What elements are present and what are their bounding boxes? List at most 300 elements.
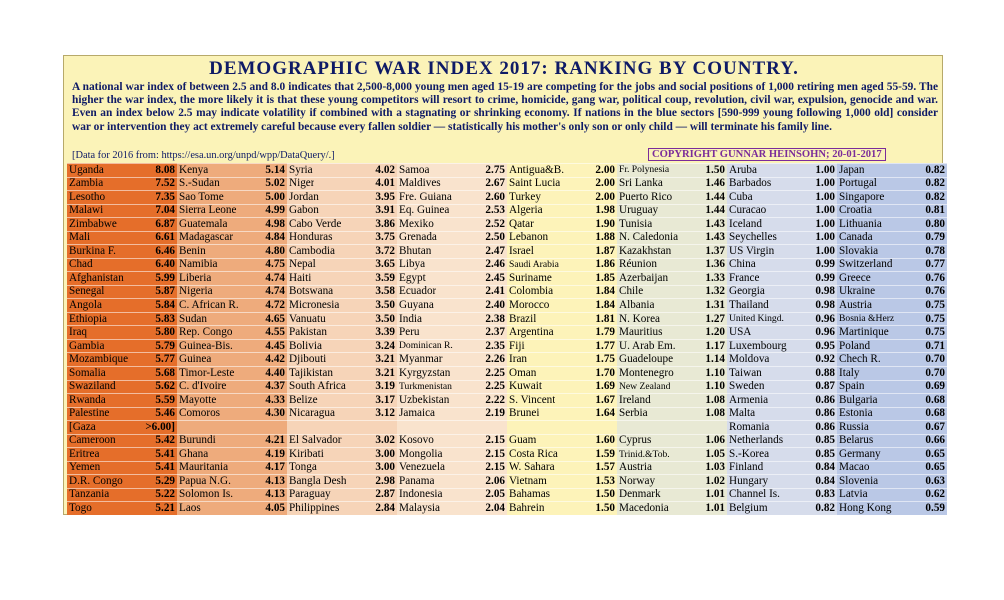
war-index-value: 3.75 xyxy=(375,231,395,244)
war-index-value: 1.10 xyxy=(705,366,725,379)
country-name: Greece xyxy=(839,272,871,284)
country-row xyxy=(177,204,287,218)
country-row xyxy=(67,434,177,448)
war-index-value: 4.13 xyxy=(265,474,285,487)
country-row xyxy=(177,325,287,339)
country-row xyxy=(287,325,397,339)
ranking-column-4 xyxy=(397,163,507,515)
country-row xyxy=(67,312,177,326)
war-index-value: 4.80 xyxy=(265,244,285,257)
country-name: El Salvador xyxy=(289,435,342,447)
war-index-value: 4.45 xyxy=(265,339,285,352)
country-name: Tonga xyxy=(289,462,317,474)
ranking-column-1 xyxy=(67,163,177,515)
country-row xyxy=(67,271,177,285)
country-name: C. d'Ivoire xyxy=(179,381,227,393)
war-index-value: 4.05 xyxy=(265,501,285,514)
war-index-value: 1.84 xyxy=(595,285,615,298)
country-row xyxy=(727,488,837,502)
country-name: Estonia xyxy=(839,408,873,420)
country-name: Somalia xyxy=(69,367,106,379)
country-name: USA xyxy=(729,327,752,339)
war-index-value: 1.44 xyxy=(705,190,725,203)
country-row xyxy=(727,285,837,299)
country-name: N. Caledonia xyxy=(619,232,679,244)
country-name: Zimbabwe xyxy=(69,218,117,230)
war-index-value: 0.69 xyxy=(925,380,945,393)
country-row xyxy=(397,298,507,312)
country-row xyxy=(67,474,177,488)
war-index-value: 1.32 xyxy=(705,285,725,298)
war-index-value: 2.84 xyxy=(375,501,395,514)
country-row xyxy=(837,380,947,394)
country-name: Macao xyxy=(839,462,870,474)
country-name: Spain xyxy=(839,381,865,393)
country-name: Paraguay xyxy=(289,489,331,501)
country-name: Singapore xyxy=(839,191,885,203)
country-row xyxy=(837,258,947,272)
country-name: Solomon Is. xyxy=(179,489,234,501)
war-index-value: 2.52 xyxy=(485,217,505,230)
war-index-value: 0.95 xyxy=(815,339,835,352)
war-index-value: 0.63 xyxy=(925,474,945,487)
country-name: Rep. Congo xyxy=(179,327,233,339)
country-row xyxy=(837,190,947,204)
country-name: D.R. Congo xyxy=(69,475,123,487)
war-index-value: 0.75 xyxy=(925,298,945,311)
war-index-value: 3.50 xyxy=(375,298,395,311)
country-row xyxy=(177,285,287,299)
country-name: Yemen xyxy=(69,462,101,474)
ranking-column-8 xyxy=(837,163,947,515)
country-row xyxy=(837,407,947,421)
war-index-value: 3.95 xyxy=(375,190,395,203)
war-index-value: 2.26 xyxy=(485,353,505,366)
country-row xyxy=(67,325,177,339)
country-row xyxy=(67,488,177,502)
ranking-column-3 xyxy=(287,163,397,515)
war-index-value: 4.42 xyxy=(265,353,285,366)
country-name: Russia xyxy=(839,421,869,433)
war-index-value: 7.04 xyxy=(155,204,175,217)
country-name: Grenada xyxy=(399,232,437,244)
country-row xyxy=(507,258,617,272)
country-row xyxy=(177,190,287,204)
country-name: Georgia xyxy=(729,286,765,298)
country-name: Botswana xyxy=(289,286,334,298)
war-index-value: 2.46 xyxy=(485,258,505,271)
war-index-value: 1.53 xyxy=(595,474,615,487)
country-row xyxy=(837,204,947,218)
country-row xyxy=(177,474,287,488)
country-name: Gambia xyxy=(69,340,105,352)
country-name: Malawi xyxy=(69,205,104,217)
war-index-value: 2.40 xyxy=(485,298,505,311)
country-row xyxy=(617,420,727,434)
war-index-value: 2.98 xyxy=(375,474,395,487)
country-name: Indonesia xyxy=(399,489,443,501)
country-row xyxy=(397,217,507,231)
war-index-value: 4.74 xyxy=(265,271,285,284)
country-row xyxy=(397,190,507,204)
war-index-value: 0.76 xyxy=(925,271,945,284)
country-name: Lithuania xyxy=(839,218,882,230)
country-row xyxy=(507,231,617,245)
country-row xyxy=(177,244,287,258)
war-index-value: 6.61 xyxy=(155,231,175,244)
war-index-value: 4.98 xyxy=(265,217,285,230)
country-row xyxy=(617,231,727,245)
war-index-sheet xyxy=(63,55,943,515)
war-index-value: 2.04 xyxy=(485,501,505,514)
country-name: Kuwait xyxy=(509,381,542,393)
country-name: Belize xyxy=(289,394,318,406)
country-name: Bolivia xyxy=(289,340,322,352)
country-name: Papua N.G. xyxy=(179,475,231,487)
country-row xyxy=(837,339,947,353)
country-row xyxy=(397,461,507,475)
country-row xyxy=(287,177,397,191)
country-name: Bahamas xyxy=(509,489,551,501)
country-row xyxy=(837,501,947,515)
country-row xyxy=(617,447,727,461)
country-name: Fre. Guiana xyxy=(399,191,452,203)
country-name: Libya xyxy=(399,259,426,271)
country-name: Eritrea xyxy=(69,448,100,460)
country-name: Honduras xyxy=(289,232,333,244)
war-index-value: 5.42 xyxy=(155,434,175,447)
country-row xyxy=(837,393,947,407)
country-name: Malta xyxy=(729,408,756,420)
war-index-value: 1.70 xyxy=(595,366,615,379)
country-row xyxy=(287,352,397,366)
war-index-value: 3.21 xyxy=(375,353,395,366)
country-row xyxy=(507,298,617,312)
war-index-value: 3.02 xyxy=(375,434,395,447)
country-name: Morocco xyxy=(509,299,550,311)
country-name: Luxembourg xyxy=(729,340,787,352)
country-row xyxy=(397,271,507,285)
country-row xyxy=(727,244,837,258)
war-index-value: 0.82 xyxy=(925,177,945,190)
country-name: Vietnam xyxy=(509,475,547,487)
country-row xyxy=(837,461,947,475)
country-row xyxy=(177,231,287,245)
war-index-value: 1.79 xyxy=(595,326,615,339)
war-index-value: 4.30 xyxy=(265,407,285,420)
country-row xyxy=(507,244,617,258)
war-index-value: 5.79 xyxy=(155,339,175,352)
war-index-value: 5.14 xyxy=(265,163,285,176)
war-index-value: 1.03 xyxy=(705,461,725,474)
war-index-value: 0.88 xyxy=(815,366,835,379)
country-name: Japan xyxy=(839,164,865,176)
country-row xyxy=(507,312,617,326)
war-index-value: 1.50 xyxy=(595,501,615,514)
country-name: S. Vincent xyxy=(509,394,556,406)
country-name: India xyxy=(399,313,422,325)
war-index-value: 0.84 xyxy=(815,474,835,487)
country-row xyxy=(397,447,507,461)
country-row xyxy=(727,217,837,231)
country-row xyxy=(287,393,397,407)
country-name: Macedonia xyxy=(619,502,669,514)
country-row xyxy=(617,380,727,394)
country-row xyxy=(837,285,947,299)
country-name: Kiribati xyxy=(289,448,324,460)
country-row xyxy=(617,285,727,299)
country-name: Belarus xyxy=(839,435,874,447)
war-index-value: 1.00 xyxy=(815,204,835,217)
war-index-value: 1.44 xyxy=(705,204,725,217)
country-name: Ecuador xyxy=(399,286,437,298)
ranking-column-6 xyxy=(617,163,727,515)
country-name: Timor-Leste xyxy=(179,367,235,379)
country-name: Slovakia xyxy=(839,245,879,257)
country-name: U. Arab Em. xyxy=(619,340,676,352)
war-index-value: 0.68 xyxy=(925,407,945,420)
country-name: Cyprus xyxy=(619,435,652,447)
war-index-value: 2.15 xyxy=(485,434,505,447)
country-name: Egypt xyxy=(399,272,426,284)
copyright-notice: COPYRIGHT GUNNAR HEINSOHN; 20-01-2017 xyxy=(648,148,886,161)
country-name: Bulgaria xyxy=(839,394,878,406)
country-row xyxy=(177,163,287,177)
war-index-value: 1.01 xyxy=(705,488,725,501)
country-name: Antigua&B. xyxy=(509,164,565,176)
country-name: Guyana xyxy=(399,299,434,311)
country-name: Puerto Rico xyxy=(619,191,673,203)
country-row xyxy=(837,244,947,258)
war-index-value: 2.00 xyxy=(595,190,615,203)
country-row xyxy=(617,501,727,515)
country-row xyxy=(507,420,617,434)
country-name: Syria xyxy=(289,164,313,176)
war-index-value: 5.80 xyxy=(155,326,175,339)
country-name: Fr. Polynesia xyxy=(619,165,670,176)
war-index-value: 0.83 xyxy=(815,488,835,501)
war-index-value: 1.08 xyxy=(705,393,725,406)
country-name: W. Sahara xyxy=(509,462,555,474)
country-name: Latvia xyxy=(839,489,868,501)
war-index-value: 5.41 xyxy=(155,447,175,460)
war-index-value: 1.43 xyxy=(705,231,725,244)
country-row xyxy=(837,420,947,434)
country-row xyxy=(727,312,837,326)
country-name: Samoa xyxy=(399,164,430,176)
country-name: Burkina F. xyxy=(69,245,116,257)
country-row xyxy=(507,325,617,339)
country-name: Chile xyxy=(619,286,644,298)
country-row xyxy=(67,501,177,515)
country-row xyxy=(727,298,837,312)
country-name: South Africa xyxy=(289,381,346,393)
country-name: [Gaza xyxy=(69,421,96,433)
country-row xyxy=(287,339,397,353)
country-name: Sweden xyxy=(729,381,765,393)
country-name: Sri Lanka xyxy=(619,178,663,190)
country-row xyxy=(617,339,727,353)
intro-paragraph: A national war index of between 2.5 and 8.0 indicates that 2,500-8,000 young men aged 15-19 are competing for the jobs and social positions of 1,000 retiring men aged 55-59. The higher the war index, the more likely it is that these young competitors will resort to crime, homicide, gang war, political coup, revolution, civil war, expulsion, genocide and war. Even an index below 2.5 may indicate volatility if combined with a stagnating or shrinking economy. If nations in the blue sectors [590-999 young following 1,000 old] consider war or intervention they act extremely careful because every fallen soldier — statistically his mother's only son or only child — will terminate his family line. xyxy=(72,81,938,133)
country-name: Kosovo xyxy=(399,435,434,447)
country-name: Israel xyxy=(509,245,534,257)
country-name: Cabo Verde xyxy=(289,218,342,230)
country-name: Nicaragua xyxy=(289,408,335,420)
country-row xyxy=(397,434,507,448)
country-row xyxy=(287,366,397,380)
country-row xyxy=(67,298,177,312)
war-index-value: 0.62 xyxy=(925,488,945,501)
country-row xyxy=(727,501,837,515)
country-row xyxy=(837,325,947,339)
country-row xyxy=(727,325,837,339)
country-name: Saudi Arabia xyxy=(509,260,559,270)
country-name: Jamaica xyxy=(399,408,436,420)
country-row xyxy=(617,271,727,285)
country-name: Benin xyxy=(179,245,206,257)
country-name: Hong Kong xyxy=(839,502,892,514)
country-name: Romania xyxy=(729,421,770,433)
country-row xyxy=(507,163,617,177)
war-index-value: 1.50 xyxy=(595,488,615,501)
war-index-value: 4.13 xyxy=(265,488,285,501)
country-row xyxy=(837,488,947,502)
country-row xyxy=(507,380,617,394)
war-index-value: 2.05 xyxy=(485,488,505,501)
country-row xyxy=(177,366,287,380)
country-row xyxy=(727,393,837,407)
country-name: Guadeloupe xyxy=(619,354,674,366)
country-row xyxy=(287,298,397,312)
country-row xyxy=(837,352,947,366)
war-index-value: 1.60 xyxy=(595,434,615,447)
country-row xyxy=(507,393,617,407)
war-index-value: 1.69 xyxy=(595,380,615,393)
country-row xyxy=(397,488,507,502)
war-index-value: 7.35 xyxy=(155,190,175,203)
country-name: Myanmar xyxy=(399,354,443,366)
country-row xyxy=(397,325,507,339)
war-index-value: 3.72 xyxy=(375,244,395,257)
war-index-value: 2.15 xyxy=(485,447,505,460)
country-name: Kyrgyzstan xyxy=(399,367,451,379)
country-name: Mongolia xyxy=(399,448,443,460)
country-row xyxy=(837,217,947,231)
war-index-value: 2.15 xyxy=(485,461,505,474)
country-row xyxy=(287,488,397,502)
country-row xyxy=(837,231,947,245)
country-name: US Virgin xyxy=(729,245,775,257)
war-index-value: 1.27 xyxy=(705,312,725,325)
country-name: Taiwan xyxy=(729,367,762,379)
country-name: Ireland xyxy=(619,394,651,406)
country-row xyxy=(617,244,727,258)
country-row xyxy=(727,258,837,272)
war-index-value: 2.60 xyxy=(485,190,505,203)
war-index-value: 4.75 xyxy=(265,258,285,271)
war-index-value: 5.62 xyxy=(155,380,175,393)
country-row xyxy=(287,190,397,204)
country-name: Kazakhstan xyxy=(619,245,672,257)
war-index-value: 4.65 xyxy=(265,312,285,325)
country-name: Angola xyxy=(69,299,102,311)
country-row xyxy=(177,352,287,366)
war-index-value: 0.79 xyxy=(925,231,945,244)
ranking-table xyxy=(67,163,947,515)
country-name: Turkmenistan xyxy=(399,381,452,392)
country-row xyxy=(177,407,287,421)
country-row xyxy=(67,420,177,434)
country-name: Armenia xyxy=(729,394,769,406)
country-name: Finland xyxy=(729,462,764,474)
war-index-value: 2.25 xyxy=(485,366,505,379)
country-row xyxy=(617,325,727,339)
country-row xyxy=(177,434,287,448)
country-name: Guinea xyxy=(179,354,212,366)
war-index-value: 0.65 xyxy=(925,461,945,474)
country-row xyxy=(287,474,397,488)
country-name: Austria xyxy=(619,462,652,474)
war-index-value: 2.37 xyxy=(485,326,505,339)
country-name: Norway xyxy=(619,475,656,487)
country-row xyxy=(287,271,397,285)
country-name: Aruba xyxy=(729,164,757,176)
country-name: Netherlands xyxy=(729,435,784,447)
war-index-value: 1.37 xyxy=(705,244,725,257)
war-index-value: 4.74 xyxy=(265,285,285,298)
country-name: Ghana xyxy=(179,448,209,460)
country-name: Mali xyxy=(69,232,91,244)
war-index-value: 3.17 xyxy=(375,393,395,406)
country-row xyxy=(397,407,507,421)
war-index-value: 0.70 xyxy=(925,366,945,379)
country-row xyxy=(177,380,287,394)
country-row xyxy=(287,217,397,231)
country-row xyxy=(287,163,397,177)
war-index-value: 4.17 xyxy=(265,461,285,474)
war-index-value: 0.98 xyxy=(815,298,835,311)
country-row xyxy=(617,474,727,488)
country-row xyxy=(507,366,617,380)
war-index-value: 0.98 xyxy=(815,285,835,298)
country-name: Mayotte xyxy=(179,394,217,406)
war-index-value: 3.00 xyxy=(375,461,395,474)
country-row xyxy=(67,204,177,218)
country-row xyxy=(177,339,287,353)
country-name: Namibia xyxy=(179,259,218,271)
country-row xyxy=(67,447,177,461)
war-index-value: 3.86 xyxy=(375,217,395,230)
country-name: France xyxy=(729,272,760,284)
country-name: Azerbaijan xyxy=(619,272,669,284)
country-row xyxy=(67,231,177,245)
country-name: Niger xyxy=(289,178,315,190)
country-row xyxy=(507,447,617,461)
war-index-value: 0.68 xyxy=(925,393,945,406)
war-index-value: 5.99 xyxy=(155,271,175,284)
country-name: Rwanda xyxy=(69,394,106,406)
country-row xyxy=(617,488,727,502)
country-name: Afghanistan xyxy=(69,272,124,284)
war-index-value: 0.82 xyxy=(815,501,835,514)
country-name: Sierra Leone xyxy=(179,205,237,217)
war-index-value: 1.00 xyxy=(815,177,835,190)
country-row xyxy=(397,231,507,245)
country-name: Algeria xyxy=(509,205,543,217)
country-row xyxy=(177,298,287,312)
country-name: Maldives xyxy=(399,178,441,190)
country-row xyxy=(67,217,177,231)
